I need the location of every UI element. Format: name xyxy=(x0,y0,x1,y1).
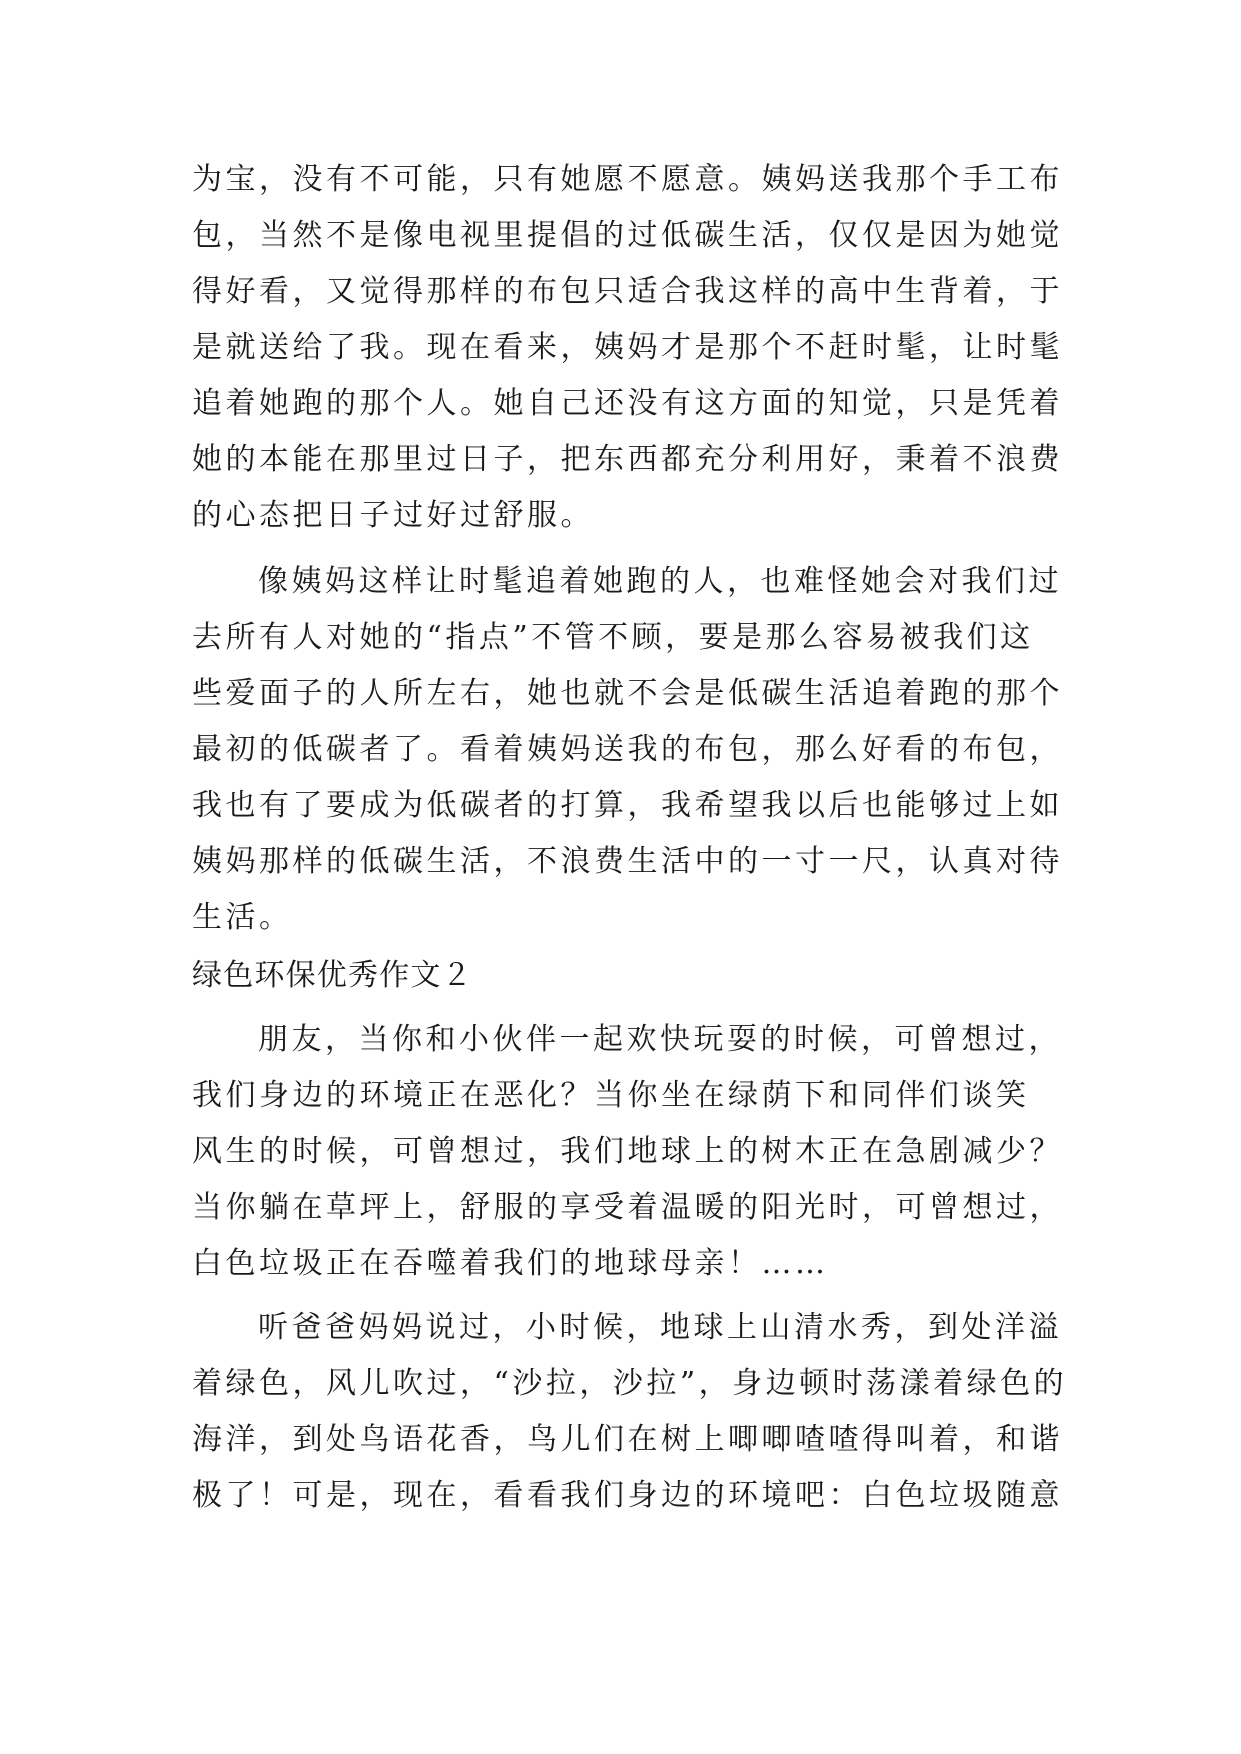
text-line: 去所有人对她的“指点”不管不顾，要是那么容易被我们这 xyxy=(192,620,1034,655)
text-line: 白色垃圾正在吞噬着我们的地球母亲！…… xyxy=(192,1246,829,1281)
text-line: 朋友，当你和小伙伴一起欢快玩耍的时候，可曾想过， xyxy=(258,1022,1062,1057)
text-line: 我们身边的环境正在恶化？当你坐在绿荫下和同伴们谈笑 xyxy=(192,1078,1030,1113)
text-line: 为宝，没有不可能，只有她愿不愿意。姨妈送我那个手工布 xyxy=(192,162,1063,197)
text-line: 姨妈那样的低碳生活，不浪费生活中的一寸一尺，认真对待 xyxy=(192,844,1063,879)
text-line: 最初的低碳者了。看着姨妈送我的布包，那么好看的布包， xyxy=(192,732,1063,767)
text-line: 当你躺在草坪上，舒服的享受着温暖的阳光时，可曾想过， xyxy=(192,1190,1063,1225)
text-line: 生活。 xyxy=(192,900,293,935)
text-line: 着绿色，风儿吹过，“沙拉，沙拉”，身边顿时荡漾着绿色的 xyxy=(192,1366,1068,1401)
text-line: 听爸爸妈妈说过，小时候，地球上山清水秀，到处洋溢 xyxy=(258,1310,1062,1345)
text-line: 极了！可是，现在，看看我们身边的环境吧：白色垃圾随意 xyxy=(192,1478,1063,1513)
text-line: 些爱面子的人所左右，她也就不会是低碳生活追着跑的那个 xyxy=(192,676,1063,711)
text-line: 海洋，到处鸟语花香，鸟儿们在树上唧唧喳喳得叫着，和谐 xyxy=(192,1422,1063,1457)
text-line: 像姨妈这样让时髦追着她跑的人，也难怪她会对我们过 xyxy=(258,564,1062,599)
text-line: 得好看，又觉得那样的布包只适合我这样的高中生背着，于 xyxy=(192,274,1063,309)
text-line: 是就送给了我。现在看来，姨妈才是那个不赶时髦，让时髦 xyxy=(192,330,1063,365)
text-line: 我也有了要成为低碳者的打算，我希望我以后也能够过上如 xyxy=(192,788,1063,823)
text-line: 她的本能在那里过日子，把东西都充分利用好，秉着不浪费 xyxy=(192,442,1063,477)
section-heading: 绿色环保优秀作文２ xyxy=(192,958,473,993)
text-line: 包，当然不是像电视里提倡的过低碳生活，仅仅是因为她觉 xyxy=(192,218,1063,253)
text-line: 的心态把日子过好过舒服。 xyxy=(192,498,594,533)
text-line: 风生的时候，可曾想过，我们地球上的树木正在急剧减少？ xyxy=(192,1134,1063,1169)
text-line: 追着她跑的那个人。她自己还没有这方面的知觉，只是凭着 xyxy=(192,386,1063,421)
